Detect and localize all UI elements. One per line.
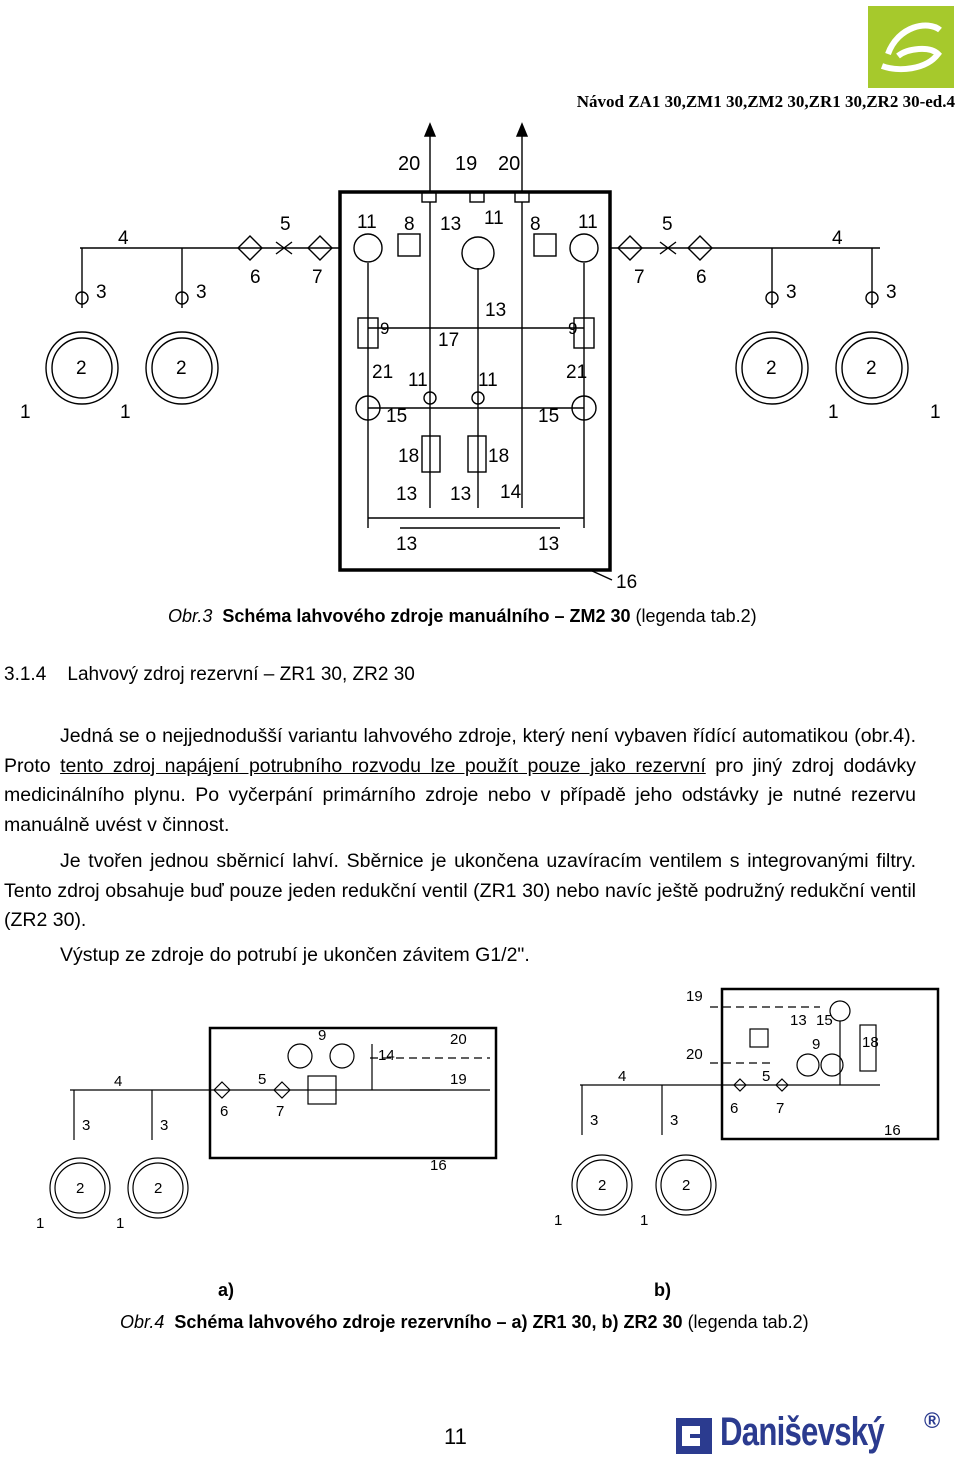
b-label-15: 15 (816, 1012, 833, 1029)
a-label-2-b: 2 (154, 1180, 163, 1197)
brand-logo (672, 1408, 947, 1462)
label-2-b: 2 (176, 358, 187, 379)
p1-text-a: Jedná se o nejjednodušší variantu lahvového zdroje, který není vybaven řídící automatikou (obr.4). Proto (4, 725, 916, 777)
b-label-13: 13 (790, 1012, 807, 1029)
b-label-16: 16 (884, 1122, 901, 1139)
p1-underlined: tento zdroj napájení potrubního rozvodu lze použít pouze jako rezervní (60, 754, 706, 777)
brand-registered-mark: ® (924, 1408, 941, 1433)
a-label-9: 9 (318, 1027, 327, 1044)
a-label-19: 19 (450, 1071, 467, 1088)
a-label-7: 7 (276, 1103, 285, 1120)
label-11-c: 11 (578, 212, 598, 233)
label-9-left: 9 (380, 319, 390, 338)
paragraph-3: Výstup ze zdroje do potrubí je ukončen závitem G1/2". (60, 944, 530, 966)
label-14: 14 (500, 482, 522, 503)
paragraph-1 (4, 722, 916, 840)
label-3-a: 3 (96, 282, 107, 303)
figure4-caption-prefix: Obr.4 (120, 1312, 165, 1332)
label-20-left: 20 (398, 153, 421, 175)
b-label-1-b: 1 (640, 1212, 649, 1229)
label-11-b: 11 (484, 208, 504, 229)
label-11-e: 11 (478, 370, 498, 391)
a-label-3-a: 3 (82, 1117, 91, 1134)
document-title: Návod ZA1 30,ZM1 30,ZM2 30,ZR1 30,ZR2 30-ed.4 (576, 92, 955, 111)
a-label-4: 4 (114, 1073, 123, 1090)
label-11-a: 11 (357, 212, 377, 233)
figure4b-schematic (540, 985, 960, 1245)
figure3-caption (168, 606, 757, 627)
p1-text-b: pro jiný zdroj dodávky medicinálního plynu. Po vyčerpání primárního zdroje nebo v případě jeho odstávky je nutné rezervu manuálně uvést v činnost. (4, 754, 916, 836)
label-19: 19 (455, 153, 478, 175)
company-logo (868, 6, 954, 88)
a-label-2-a: 2 (76, 1180, 85, 1197)
label-7-right: 7 (634, 267, 645, 288)
figure4-caption-suffix: (legenda tab.2) (687, 1312, 809, 1332)
b-label-18: 18 (862, 1034, 879, 1051)
figure3-caption-title: Schéma lahvového zdroje manuálního – ZM2 30 (222, 606, 631, 626)
label-13-f: 13 (538, 534, 560, 555)
a-label-14: 14 (378, 1047, 395, 1064)
b-label-2-b: 2 (682, 1177, 691, 1194)
b-label-6: 6 (730, 1100, 739, 1117)
a-label-1-b: 1 (116, 1215, 125, 1232)
a-label-3-b: 3 (160, 1117, 169, 1134)
b-label-19: 19 (686, 988, 703, 1005)
label-1-a: 1 (20, 402, 31, 423)
label-13-d: 13 (450, 484, 472, 505)
figure4-label-b: b) (654, 1280, 671, 1300)
label-8-a: 8 (404, 214, 415, 235)
figure3-caption-suffix: (legenda tab.2) (635, 606, 757, 626)
label-1-c: 1 (828, 402, 839, 423)
label-4-left: 4 (118, 228, 129, 249)
label-20-right: 20 (498, 153, 521, 175)
page-number: 11 (444, 1424, 467, 1449)
a-label-20: 20 (450, 1031, 467, 1048)
label-18-left: 18 (398, 446, 420, 467)
b-label-20: 20 (686, 1046, 703, 1063)
section-heading (4, 664, 415, 686)
label-3-b: 3 (196, 282, 207, 303)
label-2-d: 2 (866, 358, 877, 379)
paragraph-2: Je tvořen jednou sběrnicí lahví. Sběrnice je ukončena uzavíracím ventilem s integrovanými filtry. Tento zdroj obsahuje buď pouze jeden redukční ventil (ZR1 30) nebo navíc ještě podružný redukční ventil (ZR2 30). (4, 850, 916, 931)
label-11-d: 11 (408, 370, 428, 391)
label-6-right: 6 (696, 267, 707, 288)
label-9-right: 9 (568, 319, 578, 338)
label-5-right: 5 (662, 214, 673, 235)
label-13-c: 13 (396, 484, 418, 505)
logo-swirl-icon (868, 6, 954, 88)
b-label-2-a: 2 (598, 1177, 607, 1194)
a-label-6: 6 (220, 1103, 229, 1120)
label-8-b: 8 (530, 214, 541, 235)
label-2-a: 2 (76, 358, 87, 379)
figure4-caption-title: Schéma lahvového zdroje rezervního – a) ZR1 30, b) ZR2 30 (174, 1312, 683, 1332)
label-4-right: 4 (832, 228, 843, 249)
label-13-b: 13 (485, 300, 507, 321)
b-label-7: 7 (776, 1100, 785, 1117)
section-title: Lahvový zdroj rezervní – ZR1 30, ZR2 30 (67, 664, 415, 685)
figure3-schematic (0, 118, 960, 598)
label-3-c: 3 (786, 282, 797, 303)
label-15-right: 15 (538, 406, 560, 427)
b-label-3-b: 3 (670, 1112, 679, 1129)
section-number: 3.1.4 (4, 664, 47, 685)
label-13-a: 13 (440, 214, 462, 235)
label-3-d: 3 (886, 282, 897, 303)
label-17: 17 (438, 330, 460, 351)
label-15-left: 15 (386, 406, 408, 427)
a-label-5: 5 (258, 1071, 267, 1088)
a-label-16: 16 (430, 1157, 447, 1174)
label-2-c: 2 (766, 358, 777, 379)
label-6-left: 6 (250, 267, 261, 288)
label-7-left: 7 (312, 267, 323, 288)
label-1-b: 1 (120, 402, 131, 423)
a-label-1-a: 1 (36, 1215, 45, 1232)
figure4-label-a: a) (218, 1280, 235, 1300)
b-label-4: 4 (618, 1068, 627, 1085)
label-18-right: 18 (488, 446, 510, 467)
figure4a-schematic (0, 1020, 500, 1245)
b-label-3-a: 3 (590, 1112, 599, 1129)
brand-name: Daniševský (720, 1410, 884, 1454)
label-5-left: 5 (280, 214, 291, 235)
label-13-e: 13 (396, 534, 418, 555)
label-21-right: 21 (566, 362, 588, 383)
b-label-1-a: 1 (554, 1212, 563, 1229)
figure3-caption-prefix: Obr.3 (168, 606, 213, 626)
b-label-5: 5 (762, 1068, 771, 1085)
label-1-d: 1 (930, 402, 941, 423)
b-label-9: 9 (812, 1036, 821, 1053)
label-16: 16 (616, 572, 638, 593)
label-21-left: 21 (372, 362, 394, 383)
figure4-caption (120, 1312, 809, 1333)
